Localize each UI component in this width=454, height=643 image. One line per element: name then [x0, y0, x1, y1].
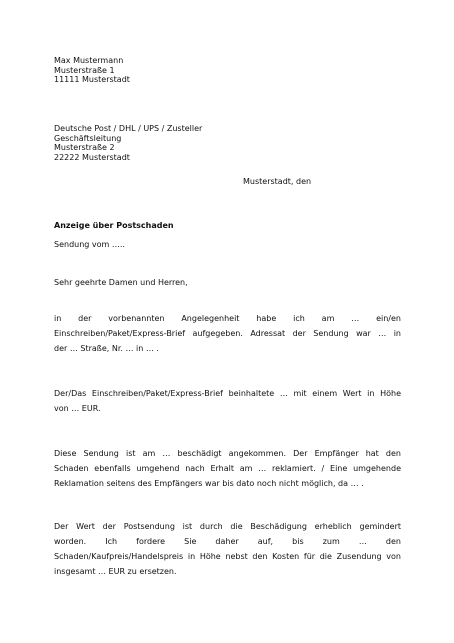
paragraph-line: worden. Ich fordere Sie daher auf, bis zum … den	[54, 537, 401, 546]
subject-line: Anzeige über Postschaden	[54, 221, 174, 230]
sender-city: 11111 Musterstadt	[54, 75, 130, 84]
paragraph-line: insgesamt … EUR zu ersetzen.	[54, 567, 177, 576]
paragraph-shipment	[54, 311, 401, 356]
place-date: Musterstadt, den	[243, 177, 312, 186]
paragraph-damage	[54, 446, 401, 491]
recipient-city: 22222 Musterstadt	[54, 152, 130, 162]
paragraph-line: Schaden/Kaufpreis/Handelspreis in Höhe nebst den Kosten für die Zusendung von	[54, 552, 401, 561]
recipient-address	[54, 124, 202, 162]
recipient-company: Deutsche Post / DHL / UPS / Zusteller	[54, 124, 203, 133]
paragraph-claim	[54, 519, 401, 579]
paragraph-line: von … EUR.	[54, 404, 101, 413]
paragraph-line: in der vorbenannten Angelegenheit habe ich am … ein/en	[54, 314, 401, 323]
sender-address	[54, 56, 130, 85]
recipient-street: Musterstraße 2	[54, 143, 115, 152]
paragraph-line: der … Straße, Nr. … in … .	[54, 344, 159, 353]
salutation: Sehr geehrte Damen und Herren,	[54, 278, 188, 287]
paragraph-content	[54, 386, 401, 416]
paragraph-line: Diese Sendung ist am … beschädigt angekommen. Der Empfänger hat den	[54, 449, 401, 458]
recipient-department: Geschäftsleitung	[54, 133, 122, 143]
paragraph-line: Schaden ebenfalls umgehend nach Erhalt am … reklamiert. / Eine umgehende	[54, 464, 401, 473]
paragraph-line: Reklamation seitens des Empfängers war bis dato noch nicht möglich, da … .	[54, 479, 364, 488]
paragraph-line: Einschreiben/Paket/Express-Brief aufgegeben. Adressat der Sendung war … in	[54, 329, 401, 338]
reference-line: Sendung vom …..	[54, 240, 125, 249]
sender-street: Musterstraße 1	[54, 65, 115, 75]
paragraph-line: Der/Das Einschreiben/Paket/Express-Brief beinhaltete … mit einem Wert in Höhe	[54, 389, 401, 398]
sender-name: Max Mustermann	[54, 56, 124, 65]
paragraph-line: Der Wert der Postsendung ist durch die Beschädigung erheblich gemindert	[54, 522, 401, 531]
